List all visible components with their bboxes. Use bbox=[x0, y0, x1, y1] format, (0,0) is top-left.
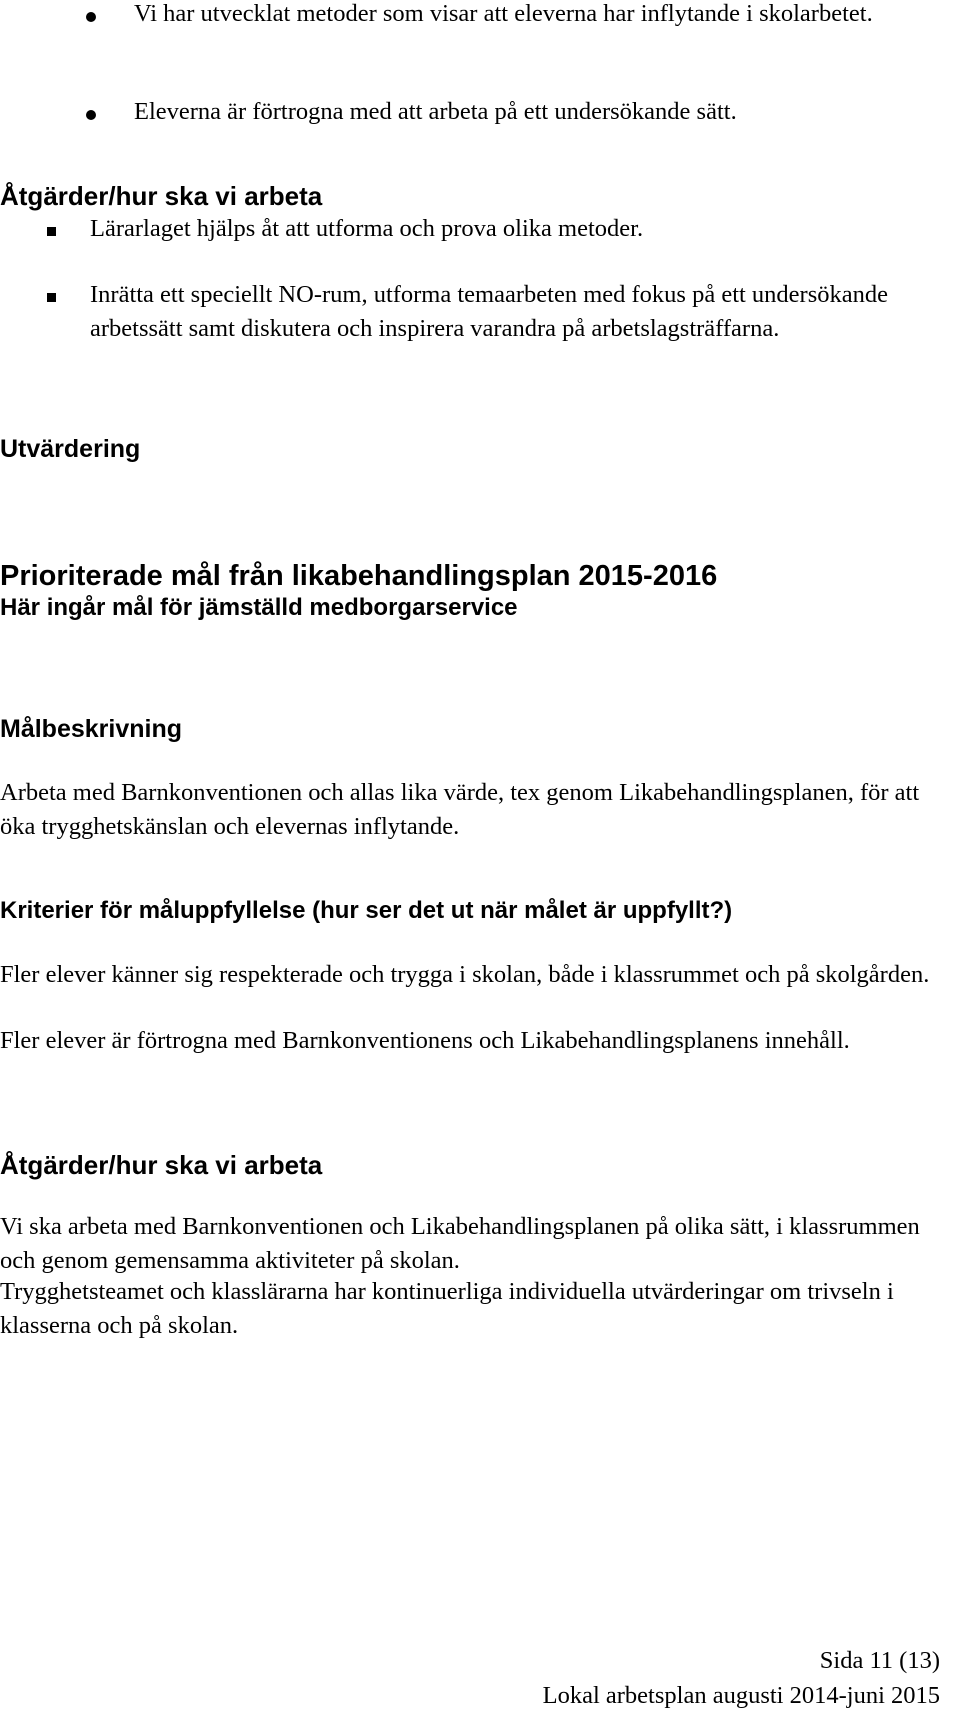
goal-subtitle: Här ingår mål för jämställd medborgarservice bbox=[0, 594, 518, 621]
kriterier-text-2: Fler elever är förtrogna med Barnkonventionens och Likabehandlingsplanens innehåll. bbox=[0, 1027, 850, 1054]
kriterier-text-1: Fler elever känner sig respekterade och trygga i skolan, både i klassrummet och på skolgården. bbox=[0, 961, 930, 988]
atgarder-text-1: Vi ska arbeta med Barnkonventionen och Likabehandlingsplanen på olika sätt, i klassrummen och genom gemensamma aktiviteter på skolan. bbox=[0, 1213, 920, 1274]
heading-malbeskrivning: Målbeskrivning bbox=[0, 715, 182, 743]
square-bullet-text: Inrätta ett speciellt NO-rum, utforma temaarbeten med fokus på ett undersökande arbetssätt samt diskutera och inspirera varandra på arbetslagsträffarna. bbox=[90, 281, 888, 342]
bullet-dot-icon bbox=[86, 110, 96, 120]
square-bullet-text: Lärarlaget hjälps åt att utforma och prova olika metoder. bbox=[90, 215, 644, 242]
footer-document-title: Lokal arbetsplan augusti 2014-juni 2015 bbox=[542, 1682, 940, 1709]
square-bullet-icon bbox=[47, 293, 56, 302]
bullet-text: Eleverna är förtrogna med att arbeta på ett undersökande sätt. bbox=[134, 98, 737, 125]
goal-title: Prioriterade mål från likabehandlingsplan 2015-2016 bbox=[0, 560, 718, 592]
square-bullet-icon bbox=[47, 227, 56, 236]
malbeskrivning-text: Arbeta med Barnkonventionen och allas lika värde, tex genom Likabehandlingsplanen, för att öka trygghetskänslan och elevernas inflytande. bbox=[0, 779, 920, 840]
heading-kriterier: Kriterier för måluppfyllelse (hur ser det ut när målet är uppfyllt?) bbox=[0, 897, 733, 924]
bullet-dot-icon bbox=[86, 12, 96, 22]
section-heading-atgarder: Åtgärder/hur ska vi arbeta bbox=[0, 181, 323, 211]
atgarder-text-2: Trygghetsteamet och klasslärarna har kontinuerliga individuella utvärderingar om trivseln i klasserna och på skolan. bbox=[0, 1278, 894, 1339]
footer-page-number: Sida 11 (13) bbox=[819, 1647, 940, 1674]
heading-utvardering: Utvärdering bbox=[0, 435, 141, 463]
bullet-text: Vi har utvecklat metoder som visar att eleverna har inflytande i skolarbetet. bbox=[134, 0, 873, 27]
section-heading-atgarder-2: Åtgärder/hur ska vi arbeta bbox=[0, 1150, 323, 1180]
